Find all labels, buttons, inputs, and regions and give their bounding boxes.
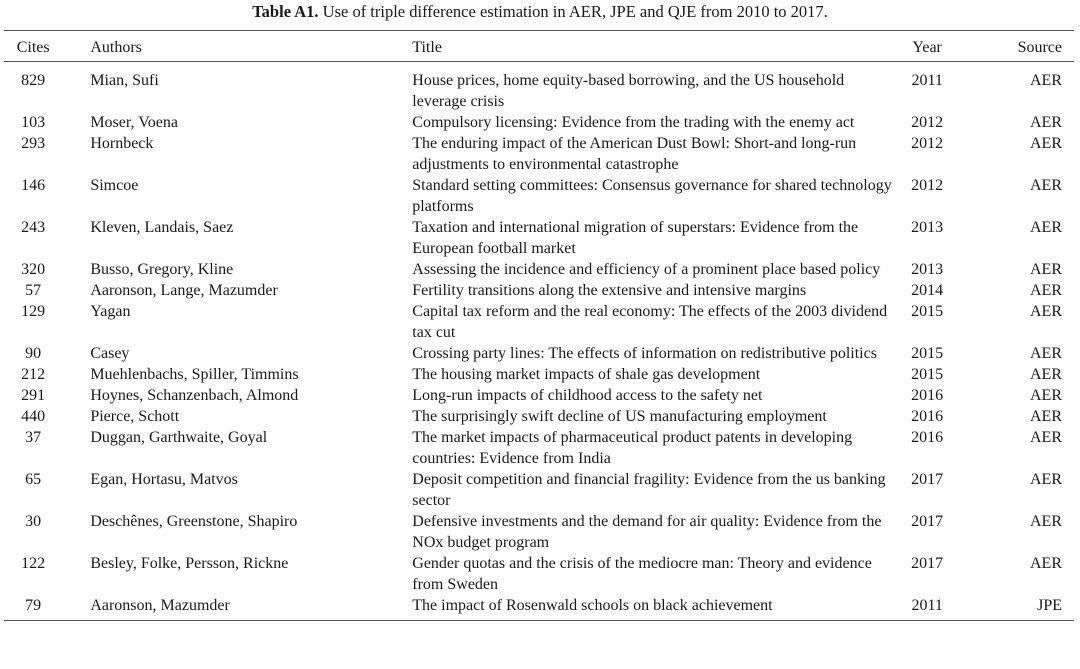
cell-cites: 293 <box>21 135 46 152</box>
cell-title: Long-run impacts of childhood access to the safety net <box>412 387 763 404</box>
table-row <box>4 259 1074 280</box>
cell-cites: 90 <box>25 345 42 362</box>
table-row <box>4 112 1074 133</box>
table-row <box>4 133 1074 175</box>
cell-cites: 65 <box>25 471 42 488</box>
table-caption-label: Table A1. <box>252 2 319 21</box>
table-header <box>4 31 1074 62</box>
cell-cites: 440 <box>21 408 46 425</box>
cell-cites: 122 <box>21 555 46 572</box>
cell-source: AER <box>1030 219 1062 236</box>
cell-authors: Hoynes, Schanzenbach, Almond <box>90 387 299 404</box>
table-row <box>4 511 1074 553</box>
cell-authors: Besley, Folke, Persson, Rickne <box>90 555 289 572</box>
cell-title: Capital tax reform and the real economy: The effects of the 2003 dividend tax cut <box>412 303 888 341</box>
cell-title: The surprisingly swift decline of US manufacturing employment <box>412 408 827 425</box>
cell-source: AER <box>1030 261 1062 278</box>
cell-year: 2015 <box>911 366 944 383</box>
header-title: Title <box>412 38 442 56</box>
cell-cites: 129 <box>21 303 46 320</box>
cell-source: AER <box>1030 135 1062 152</box>
cell-year: 2011 <box>911 72 943 89</box>
table-row <box>4 364 1074 385</box>
cell-authors: Casey <box>90 345 130 362</box>
cell-authors: Duggan, Garthwaite, Goyal <box>90 429 268 446</box>
cell-authors: Deschênes, Greenstone, Shapiro <box>90 513 298 530</box>
cell-year: 2014 <box>911 282 944 299</box>
cell-year: 2013 <box>911 219 944 236</box>
cell-cites: 37 <box>25 429 42 446</box>
cell-title: House prices, home equity-based borrowing, and the US household leverage crisis <box>412 72 845 110</box>
cell-year: 2012 <box>911 135 944 152</box>
cell-title: The market impacts of pharmaceutical product patents in developing countries: Evidence from India <box>412 429 853 467</box>
cell-year: 2017 <box>911 471 944 488</box>
cell-year: 2016 <box>911 429 944 446</box>
cell-authors: Yagan <box>90 303 131 320</box>
cell-source: AER <box>1030 177 1062 194</box>
cell-source: AER <box>1030 513 1062 530</box>
cell-year: 2015 <box>911 303 944 320</box>
cell-source: AER <box>1030 471 1062 488</box>
cell-cites: 30 <box>25 513 42 530</box>
cell-authors: Aaronson, Lange, Mazumder <box>90 282 278 299</box>
cell-source: AER <box>1030 303 1062 320</box>
cell-authors: Muehlenbachs, Spiller, Timmins <box>90 366 299 383</box>
cell-title: Gender quotas and the crisis of the mediocre man: Theory and evidence from Sweden <box>412 555 872 593</box>
citations-table <box>4 30 1074 621</box>
header-year: Year <box>912 38 942 56</box>
cell-authors: Mian, Sufi <box>90 72 159 89</box>
cell-title: Compulsory licensing: Evidence from the trading with the enemy act <box>412 114 855 131</box>
cell-title: Taxation and international migration of superstars: Evidence from the European football market <box>412 219 859 257</box>
cell-authors: Moser, Voena <box>90 114 178 131</box>
cell-title: Standard setting committees: Consensus governance for shared technology platforms <box>412 177 892 215</box>
cell-title: The impact of Rosenwald schools on black achievement <box>412 597 773 614</box>
table-row <box>4 553 1074 595</box>
cell-year: 2016 <box>911 387 944 404</box>
table-row <box>4 343 1074 364</box>
cell-authors: Simcoe <box>90 177 139 194</box>
cell-title: Deposit competition and financial fragility: Evidence from the us banking sector <box>412 471 886 509</box>
cell-year: 2015 <box>911 345 944 362</box>
cell-year: 2011 <box>911 597 943 614</box>
cell-source: AER <box>1030 366 1062 383</box>
cell-cites: 243 <box>21 219 46 236</box>
cell-authors: Busso, Gregory, Kline <box>90 261 234 278</box>
table-row <box>4 217 1074 259</box>
table-row <box>4 385 1074 406</box>
cell-title: Assessing the incidence and efficiency of a prominent place based policy <box>412 261 881 278</box>
table-row <box>4 62 1074 113</box>
cell-year: 2017 <box>911 555 944 572</box>
cell-authors: Egan, Hortasu, Matvos <box>90 471 238 488</box>
cell-source: AER <box>1030 345 1062 362</box>
cell-title: Defensive investments and the demand for air quality: Evidence from the NOx budget program <box>412 513 882 551</box>
header-cites: Cites <box>16 38 50 56</box>
cell-cites: 291 <box>21 387 46 404</box>
cell-year: 2012 <box>911 114 944 131</box>
cell-source: AER <box>1030 387 1062 404</box>
cell-source: AER <box>1030 555 1062 572</box>
cell-cites: 146 <box>21 177 46 194</box>
cell-year: 2016 <box>911 408 944 425</box>
header-row <box>4 31 1074 62</box>
cell-authors: Pierce, Schott <box>90 408 180 425</box>
table-row <box>4 301 1074 343</box>
table-row <box>4 469 1074 511</box>
cell-year: 2012 <box>911 177 944 194</box>
cell-cites: 829 <box>21 72 46 89</box>
cell-cites: 212 <box>21 366 46 383</box>
header-source: Source <box>1017 38 1062 56</box>
table-row <box>4 175 1074 217</box>
table-row <box>4 406 1074 427</box>
cell-cites: 320 <box>21 261 46 278</box>
table-row <box>4 280 1074 301</box>
table-body <box>4 62 1074 621</box>
table-caption-text: Use of triple difference estimation in AER, JPE and QJE from 2010 to 2017. <box>318 2 828 21</box>
cell-title: The enduring impact of the American Dust Bowl: Short-and long-run adjustments to environmental catastrophe <box>412 135 857 173</box>
cell-source: AER <box>1030 114 1062 131</box>
cell-cites: 79 <box>25 597 42 614</box>
cell-authors: Hornbeck <box>90 135 154 152</box>
cell-authors: Kleven, Landais, Saez <box>90 219 234 236</box>
cell-year: 2017 <box>911 513 944 530</box>
cell-source: AER <box>1030 282 1062 299</box>
cell-source: AER <box>1030 429 1062 446</box>
cell-source: AER <box>1030 72 1062 89</box>
cell-cites: 103 <box>21 114 46 131</box>
cell-title: The housing market impacts of shale gas development <box>412 366 761 383</box>
table-caption <box>0 2 1080 22</box>
cell-title: Fertility transitions along the extensive and intensive margins <box>412 282 807 299</box>
table-row <box>4 595 1074 621</box>
cell-authors: Aaronson, Mazumder <box>90 597 230 614</box>
cell-cites: 57 <box>25 282 42 299</box>
cell-source: JPE <box>1037 597 1062 614</box>
cell-year: 2013 <box>911 261 944 278</box>
header-authors: Authors <box>90 38 142 56</box>
table-row <box>4 427 1074 469</box>
cell-title: Crossing party lines: The effects of information on redistributive politics <box>412 345 877 362</box>
cell-source: AER <box>1030 408 1062 425</box>
